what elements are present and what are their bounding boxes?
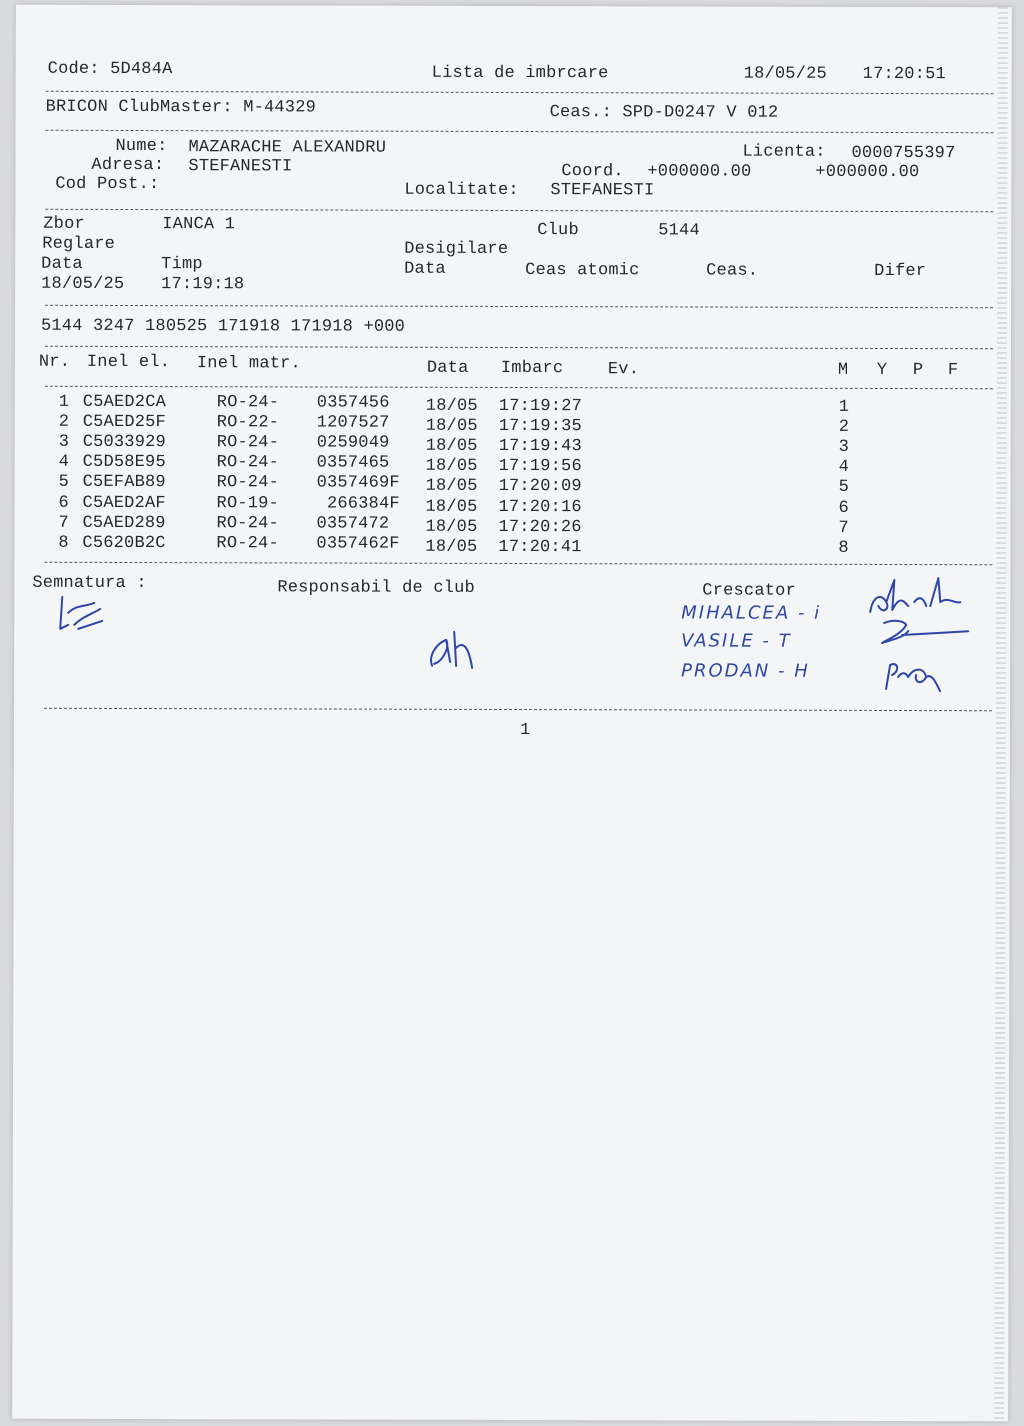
arrival-time: 17:19:35 <box>498 417 582 437</box>
col-p: P <box>912 361 924 381</box>
club-responsible-signature <box>424 618 484 673</box>
row-number: 6 <box>58 493 69 513</box>
ring-number: 0357462F <box>316 534 400 554</box>
coord-label: Coord. <box>561 162 624 182</box>
club-responsible-label: Responsabil de club <box>277 578 475 598</box>
locality-value: STEFANESTI <box>550 181 655 201</box>
row-number: 2 <box>58 412 70 432</box>
flight-name: IANCA 1 <box>162 215 236 235</box>
flight-summary-line: 5144 3247 180525 171918 171918 +000 <box>40 316 406 337</box>
breeder-name-2: VASILE - T <box>681 630 792 652</box>
license-number: 0000755397 <box>851 143 956 164</box>
separator <box>46 130 994 133</box>
order-m: 4 <box>838 458 850 478</box>
arrival-time: 17:20:16 <box>498 497 582 517</box>
ring-number: 0357472 <box>316 514 390 534</box>
arrival-time: 17:19:27 <box>498 396 583 417</box>
difference-label: Difer <box>874 261 927 282</box>
order-m: 7 <box>838 518 849 538</box>
col-y: Y <box>876 360 888 380</box>
owner-address: STEFANESTI <box>188 157 293 177</box>
breeder-signature-2 <box>872 615 977 649</box>
row-number: 5 <box>58 473 70 493</box>
setting-time: 17:19:18 <box>161 275 245 295</box>
arrival-date: 18/05 <box>425 436 478 457</box>
separator <box>44 708 992 711</box>
address-label: Adresa: <box>91 155 165 176</box>
arrival-time: 17:19:56 <box>498 457 582 477</box>
ring-number: 0357465 <box>316 453 390 473</box>
breeder-name-1: MIHALCEA - i <box>681 602 822 624</box>
row-number: 3 <box>58 432 70 453</box>
print-date: 18/05/25 <box>743 64 827 84</box>
ring-prefix: RO-19- <box>216 493 279 513</box>
order-m: 3 <box>838 438 850 458</box>
arrival-date: 18/05 <box>425 537 478 557</box>
arrival-time: 17:19:43 <box>498 437 582 457</box>
arrival-date: 18/05 <box>425 457 478 477</box>
ring-prefix: RO-24- <box>216 513 279 533</box>
document-title: Lista de imbrcare <box>431 63 609 84</box>
col-nr: Nr. <box>38 352 71 372</box>
ring-prefix: RO-24- <box>216 533 279 554</box>
electronic-ring: C5033929 <box>82 433 166 453</box>
breeder-signature-3 <box>880 655 950 695</box>
ring-number: 0259049 <box>316 433 390 453</box>
col-boarding: Imbarc <box>500 358 564 379</box>
arrival-time: 17:20:41 <box>498 537 582 557</box>
arrival-date: 18/05 <box>425 396 478 416</box>
col-date: Data <box>426 358 469 378</box>
setting-date: 18/05/25 <box>41 274 125 294</box>
row-number: 4 <box>58 453 70 473</box>
breeder-name-3: PRODAN - H <box>681 660 810 682</box>
printed-sheet <box>12 5 1012 1422</box>
ring-prefix: RO-24- <box>216 453 280 473</box>
electronic-ring: C5AED25F <box>82 412 167 433</box>
separator <box>44 562 992 565</box>
ring-prefix: RO-24- <box>216 433 280 453</box>
arrival-date: 18/05 <box>425 477 478 497</box>
order-m: 1 <box>838 397 850 417</box>
unseal-label: Desigilare <box>404 239 509 259</box>
flight-label: Zbor <box>43 214 85 234</box>
ring-prefix: RO-24- <box>216 393 280 413</box>
row-number: 1 <box>58 392 70 412</box>
arrival-date: 18/05 <box>425 517 478 537</box>
signature-label: Semnatura : <box>32 573 147 594</box>
atomic-clock-label: Ceas atomic <box>525 261 640 281</box>
coord-y: +000000.00 <box>815 162 920 183</box>
electronic-ring: C5AED289 <box>82 513 166 533</box>
document-code: Code: 5D484A <box>47 59 173 80</box>
system-id: BRICON ClubMaster: M-44329 <box>45 97 317 118</box>
print-time: 17:20:51 <box>862 64 946 85</box>
breeder-signature-1 <box>864 572 974 617</box>
club-label: Club <box>537 221 579 241</box>
perforation-strip <box>994 7 1008 1421</box>
electronic-ring: C5620B2C <box>82 533 166 553</box>
separator <box>45 346 993 349</box>
electronic-ring: C5AED2CA <box>82 392 167 413</box>
page-number: 1 <box>519 721 531 741</box>
unseal-date-label: Data <box>404 259 446 279</box>
col-ring-el: Inel el. <box>86 352 171 373</box>
row-number: 8 <box>58 533 69 553</box>
clock-label: Ceas. <box>706 261 759 281</box>
col-m: M <box>837 360 849 380</box>
separator <box>45 209 993 212</box>
ring-number: 1207527 <box>316 413 390 433</box>
postcode-label: Cod Post.: <box>55 174 160 195</box>
order-m: 6 <box>838 498 849 518</box>
order-m: 2 <box>838 417 850 437</box>
setting-date-label: Data <box>41 254 83 274</box>
col-ev: Ev. <box>607 360 640 380</box>
breeder-label: Crescator <box>702 581 796 601</box>
locality-label: Localitate: <box>404 180 519 201</box>
arrival-time: 17:20:09 <box>498 477 582 497</box>
separator <box>45 305 993 308</box>
owner-signature <box>54 585 114 635</box>
license-label: Licenta: <box>742 142 826 162</box>
setting-label: Reglare <box>42 234 116 254</box>
row-number: 7 <box>58 513 69 533</box>
clock-id: Ceas.: SPD-D0247 V 012 <box>549 103 779 123</box>
arrival-time: 17:20:26 <box>498 517 582 537</box>
order-m: 8 <box>838 538 849 558</box>
col-ring-matr: Inel matr. <box>196 354 301 374</box>
ring-prefix: RO-24- <box>216 473 280 493</box>
name-label: Nume: <box>115 136 168 157</box>
separator <box>45 386 993 389</box>
order-m: 5 <box>838 478 850 498</box>
ring-prefix: RO-22- <box>216 413 280 433</box>
owner-name: MAZARACHE ALEXANDRU <box>188 138 387 158</box>
separator <box>46 91 994 94</box>
coord-x: +000000.00 <box>647 162 752 182</box>
arrival-date: 18/05 <box>425 497 478 517</box>
ring-number: 0357456 <box>316 393 390 413</box>
electronic-ring: C5EFAB89 <box>82 473 166 493</box>
club-number: 5144 <box>658 221 700 241</box>
electronic-ring: C5AED2AF <box>82 493 166 513</box>
setting-time-label: Timp <box>161 255 203 275</box>
ring-number: 266384F <box>316 493 400 514</box>
arrival-date: 18/05 <box>425 416 478 437</box>
col-f: F <box>947 361 959 381</box>
electronic-ring: C5D58E95 <box>82 453 166 473</box>
ring-number: 0357469F <box>316 473 400 494</box>
